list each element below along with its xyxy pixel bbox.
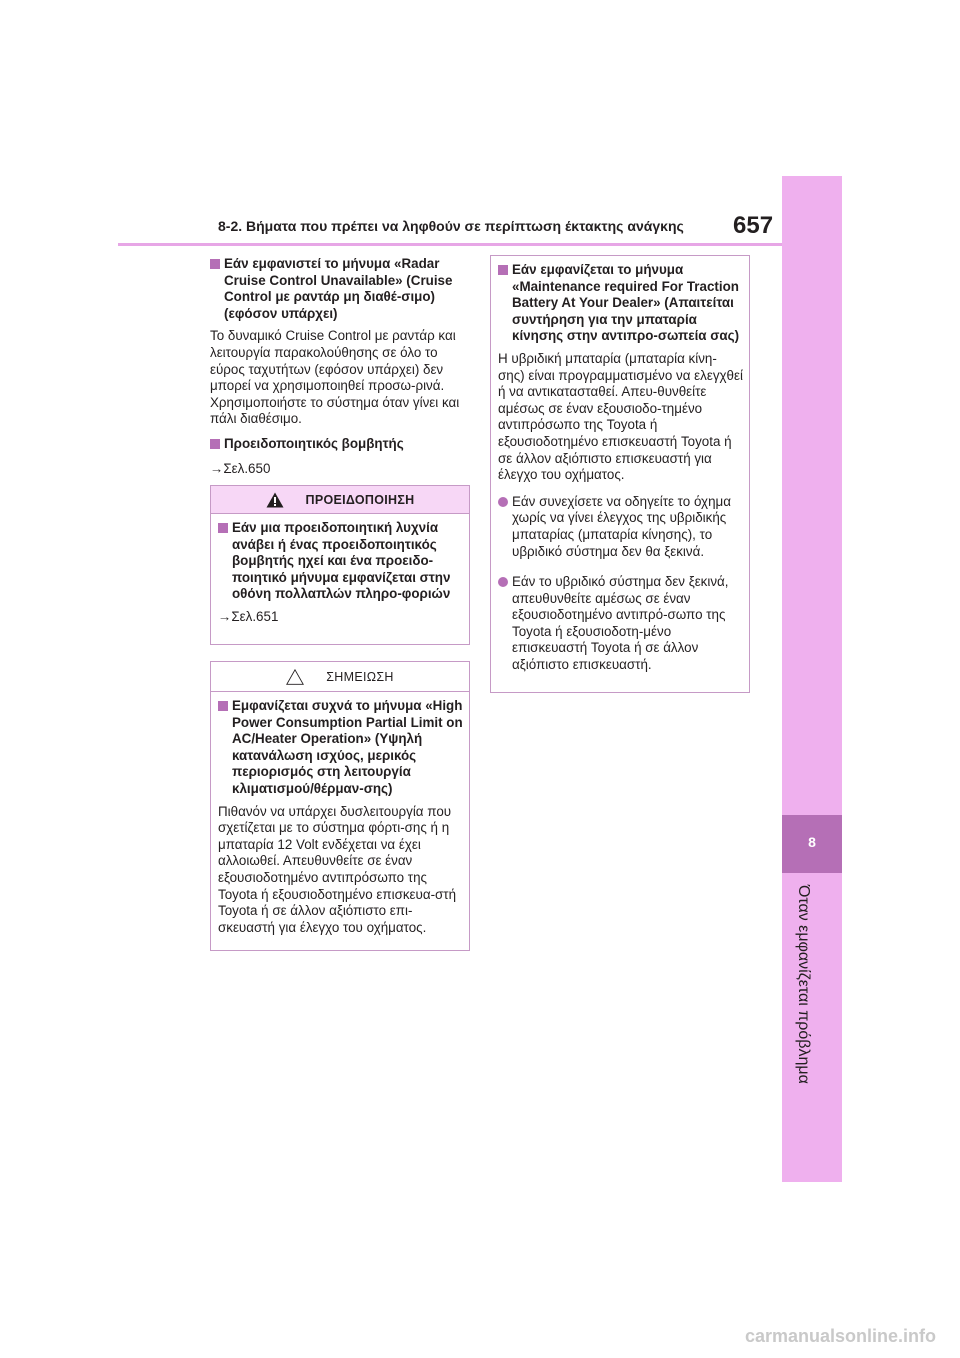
header-divider [118, 243, 782, 246]
battery-bullet-1 [498, 494, 743, 560]
warning-heading [218, 520, 463, 603]
chapter-title: Όταν εμφανίζεται πρόβλημα [795, 885, 812, 1084]
radar-heading [210, 256, 468, 322]
square-bullet-icon [218, 523, 228, 533]
circle-bullet-icon [498, 577, 508, 587]
battery-bullet-2 [498, 574, 743, 674]
notice-heading-text: Εμφανίζεται συχνά το μήνυμα «High Power Consumption Partial Limit on AC/Heater Operation» (Υψηλή κατανάλωση ισχύος, μερικός περιορισμός στη λειτουργία κλιματισμού/θέρμαν-σης) [232, 698, 463, 796]
notice-box [210, 661, 470, 951]
warning-page-link[interactable]: →Σελ.651 [218, 608, 279, 624]
warning-heading-text: Εάν μια προειδοποιητική λυχνία ανάβει ή ένας προειδοποιητικός βομβητής ηχεί και ένα προειδο-ποιητικό μήνυμα εμφανίζεται στην οθόνη πολλαπλών πληρο-φοριών [232, 520, 451, 602]
battery-bullet-1-text: Εάν συνεχίσετε να οδηγείτε το όχημα χωρίς να γίνει έλεγχος της υβριδικής μπαταρίας (μπαταρία κίνησης), το υβριδικό σύστημα δεν θα ξεκινά. [512, 493, 731, 559]
chapter-number: 8 [808, 834, 816, 850]
watermark[interactable]: carmanualsonline.info [745, 1326, 937, 1346]
circle-bullet-icon [498, 497, 508, 507]
section-title: 8-2. Βήματα που πρέπει να ληφθούν σε περίπτωση έκτακτης ανάγκης [218, 218, 684, 234]
notice-heading [218, 698, 463, 798]
radar-heading-text: Εάν εμφανιστεί το μήνυμα «Radar Cruise Control Unavailable» (Cruise Control με ραντάρ μη διαθέ-σιμο) (εφόσον υπάρχει) [224, 256, 453, 321]
warning-box-title: ΠΡΟΕΙΔΟΠΟΙΗΣΗ [305, 492, 415, 507]
buzzer-heading-text: Προειδοποιητικός βομβητής [224, 435, 404, 451]
square-bullet-icon [210, 439, 220, 449]
radar-text: Το δυναμικό Cruise Control με ραντάρ και λειτουργία παρακολούθησης σε όλο το εύρος ταχυτήτων (εφόσον υπάρχει) δεν μπορεί να χρησιμοποιηθεί προσω-ρινά. Χρησιμοποιήστε το σύστημα όταν γίνει και πάλι διαθέσιμο. [210, 328, 460, 427]
battery-heading-text: Εάν εμφανίζεται το μήνυμα «Maintenance required For Traction Battery At Your Dealer» (Απαιτείται συντήρηση για την μπαταρία κίνησης στην αντιπρο-σωπεία σας) [512, 262, 740, 344]
battery-bullet-2-text: Εάν το υβριδικό σύστημα δεν ξεκινά, απευθυνθείτε αμέσως σε έναν εξουσιοδοτημένο αντιπρό-σωπο της Toyota ή εξουσιοδοτη-μένο επισκευαστή Toyota ή σε άλλον αξιόπιστο επισκευαστή. [512, 574, 729, 673]
notice-text: Πιθανόν να υπάρχει δυσλειτουργία που σχετίζεται με το σύστημα φόρτι-σης ή η μπαταρία 12 Volt ενδέχεται να έχει αλλοιωθεί. Απευθυνθείτε σε έναν εξουσιοδοτημένο αντιπρόσωπο της Toyota ή εξουσιοδοτημένο επισκευα-στή Toyota ή σε άλλον αξιόπιστο επι-σκευαστή για έλεγχο του οχήματος. [218, 803, 457, 935]
battery-box [490, 255, 750, 693]
warning-box [210, 485, 470, 645]
buzzer-heading [210, 436, 468, 453]
battery-heading [498, 262, 743, 345]
notice-box-title: ΣΗΜΕΙΩΣΗ [326, 669, 394, 684]
chapter-tab[interactable] [782, 176, 842, 1182]
notice-box-header [211, 662, 469, 692]
warning-box-header [211, 486, 469, 514]
page-number: 657 [733, 212, 774, 239]
square-bullet-icon [218, 701, 228, 711]
buzzer-page-link[interactable]: →Σελ.650 [210, 460, 271, 476]
battery-text: Η υβριδική μπαταρία (μπαταρία κίνη-σης) είναι προγραμματισμένο να ελεγχθεί ή να αντικατασταθεί. Απευ-θυνθείτε αμέσως σε έναν εξουσιοδο-τημένο αντιπρόσωπο της Toyota ή εξουσιοδοτημένο επισκευαστή Toyota ή σε άλλον αξιόπιστο επισκευαστή για έλεγχο του οχήματος. [498, 350, 743, 483]
notice-triangle-icon [286, 669, 304, 685]
left-column [210, 256, 468, 477]
warning-triangle-icon [266, 492, 284, 508]
square-bullet-icon [498, 265, 508, 275]
square-bullet-icon [210, 259, 220, 269]
